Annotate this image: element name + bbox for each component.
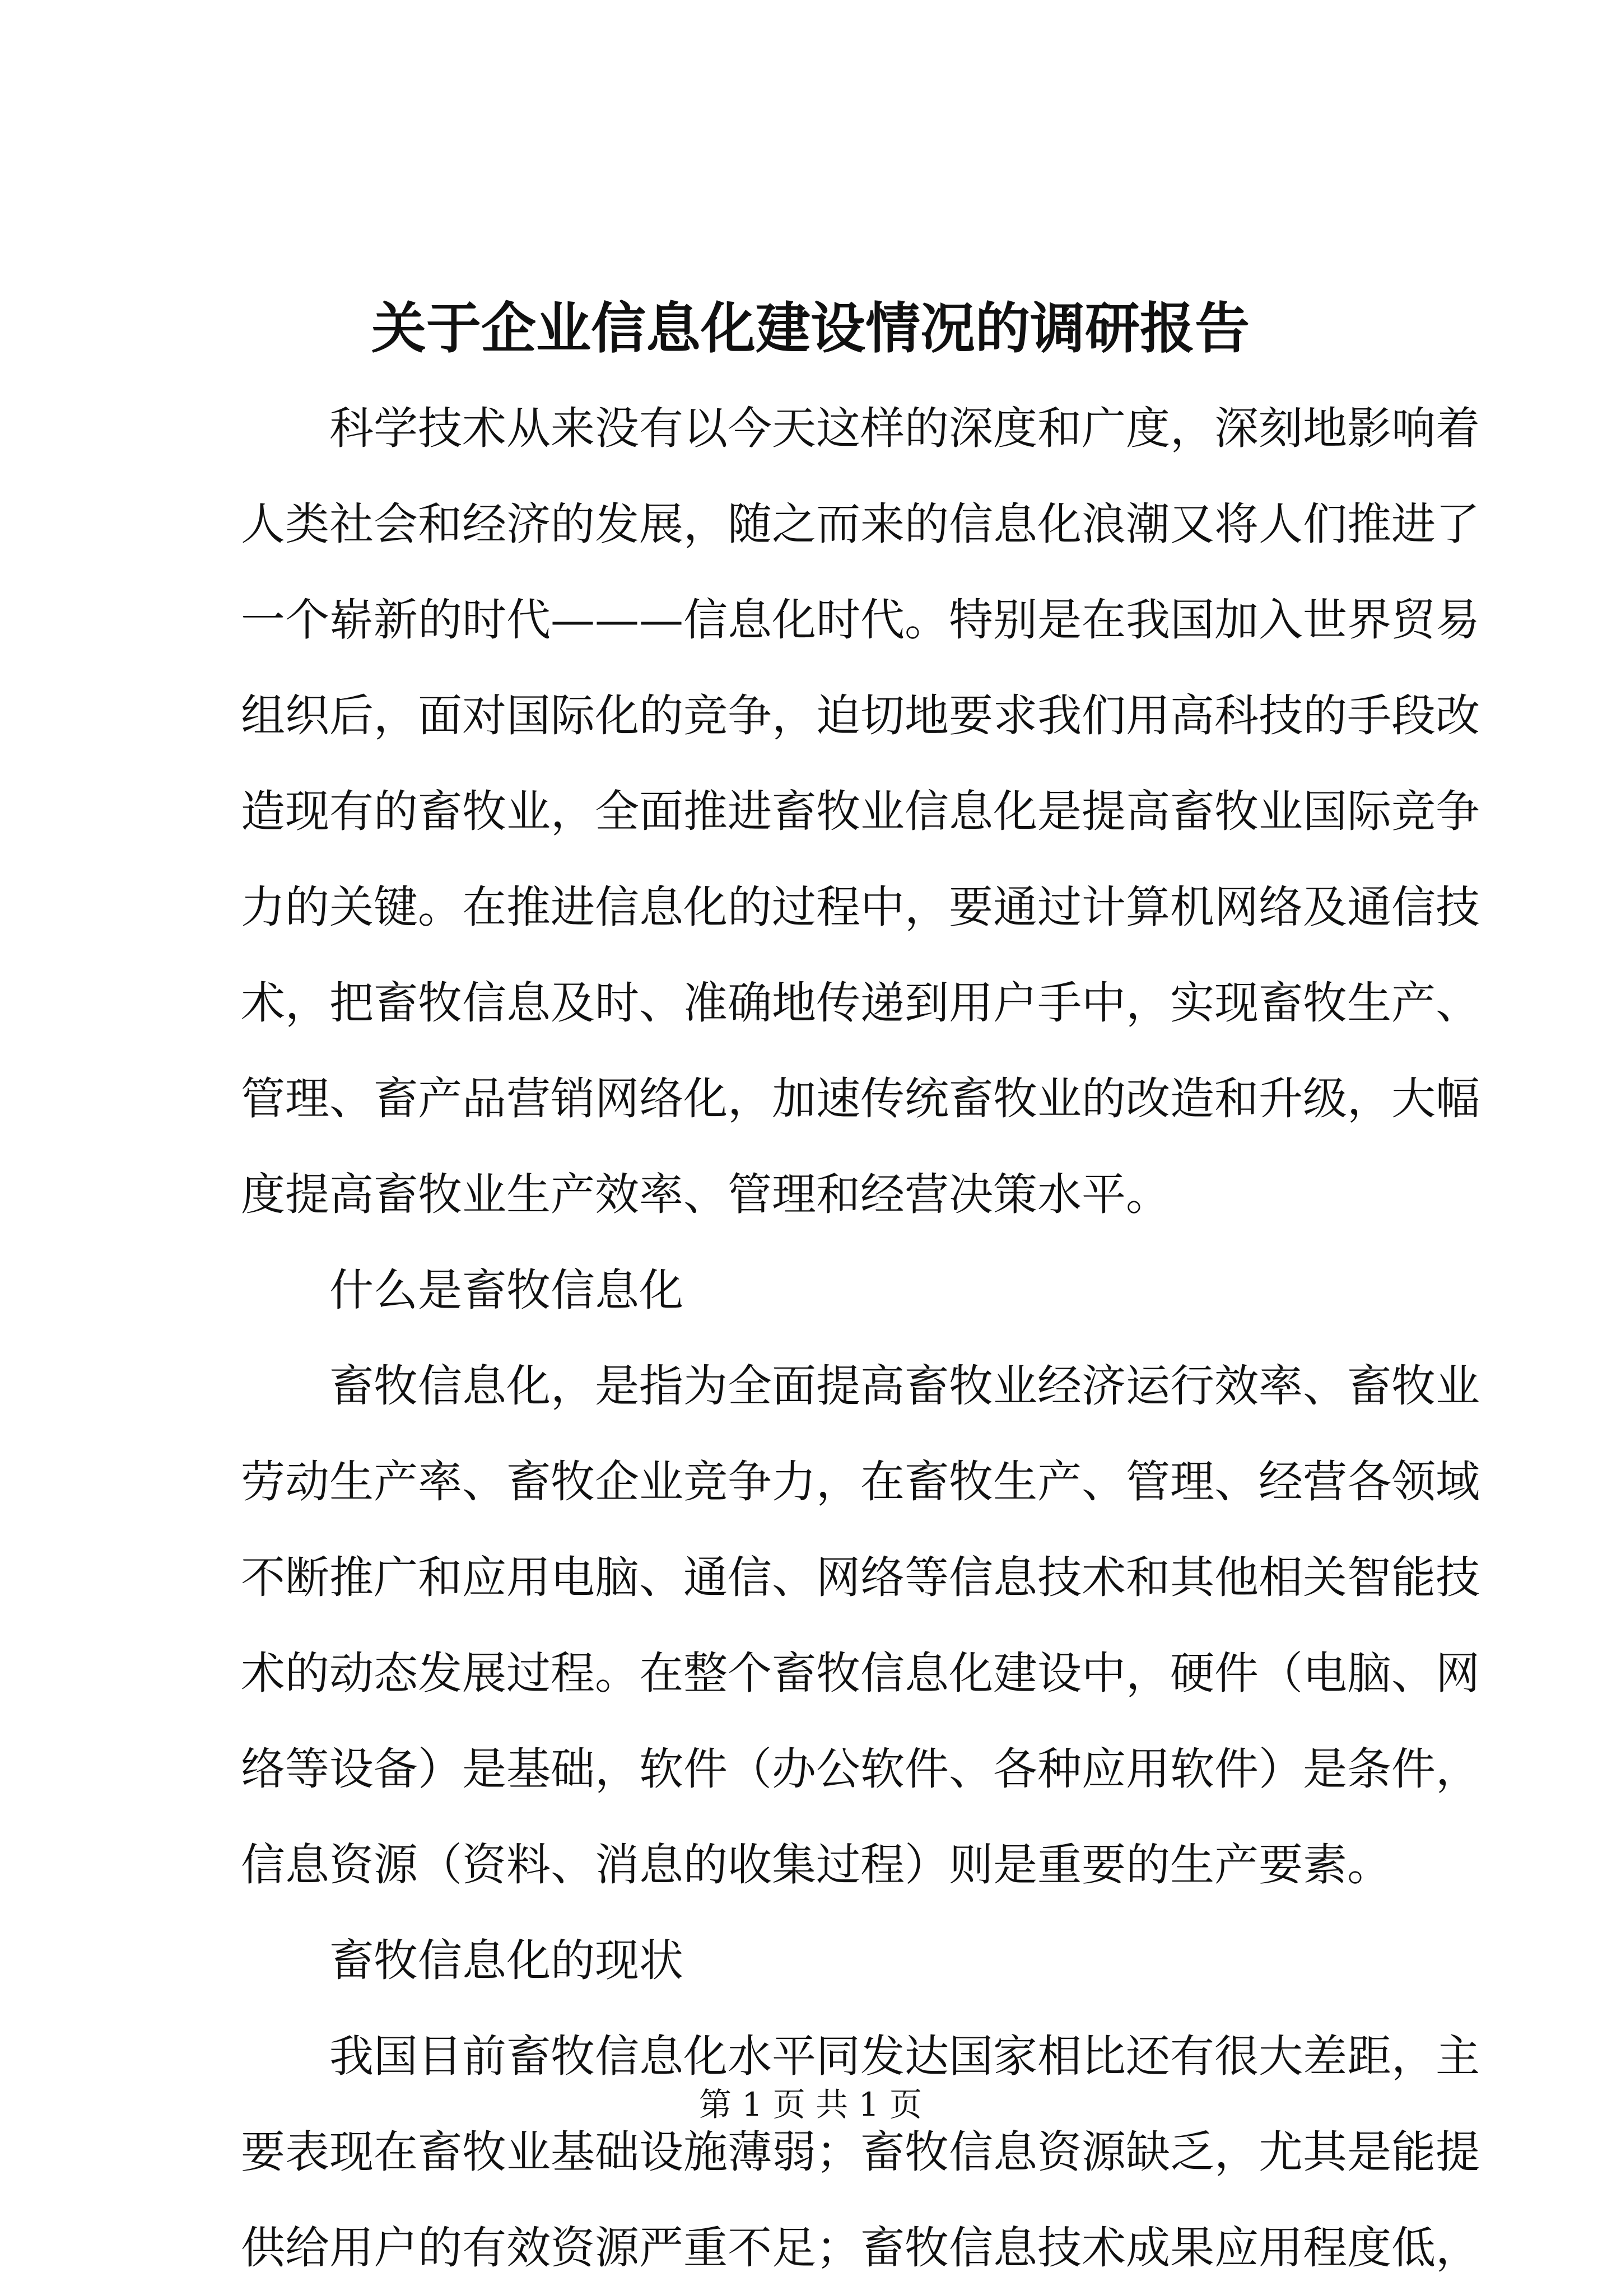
text-line: 不断推广和应用电脑、通信、网络等信息技术和其他相关智能技: [241, 1552, 1480, 1603]
text-line: 信息资源（资料、消息的收集过程）则是重要的生产要素。: [241, 1839, 1391, 1891]
document-title: 关于企业信息化建设情况的调研报告: [371, 296, 1250, 361]
text-line: 劳动生产率、畜牧企业竞争力，在畜牧生产、管理、经营各领域: [241, 1456, 1480, 1508]
page-footer: 第 1 页 共 1 页: [699, 2085, 922, 2124]
text-line: 造现有的畜牧业，全面推进畜牧业信息化是提高畜牧业国际竞争: [241, 786, 1480, 837]
text-line: 术，把畜牧信息及时、准确地传递到用户手中，实现畜牧生产、: [241, 977, 1480, 1029]
text-line: 科学技术从来没有以今天这样的深度和广度，深刻地影响着: [329, 403, 1480, 454]
document-body: [241, 381, 1480, 2296]
text-line: 一个崭新的时代———信息化时代。特别是在我国加入世界贸易: [241, 594, 1480, 646]
text-line: 术的动态发展过程。在整个畜牧信息化建设中，硬件（电脑、网: [241, 1648, 1480, 1699]
text-line: 络等设备）是基础，软件（办公软件、各种应用软件）是条件，: [241, 1743, 1480, 1795]
text-line: 管理、畜产品营销网络化，加速传统畜牧业的改造和升级，大幅: [241, 1073, 1480, 1124]
text-line: 我国目前畜牧信息化水平同发达国家相比还有很大差距，主: [329, 2031, 1480, 2082]
text-line: 畜牧信息化，是指为全面提高畜牧业经济运行效率、畜牧业: [329, 1360, 1480, 1412]
text-line: 供给用户的有效资源严重不足；畜牧信息技术成果应用程度低，: [241, 2222, 1480, 2274]
text-line: 人类社会和经济的发展，随之而来的信息化浪潮又将人们推进了: [241, 498, 1480, 550]
text-line: 要表现在畜牧业基础设施薄弱；畜牧信息资源缺乏，尤其是能提: [241, 2126, 1480, 2178]
text-line: 度提高畜牧业生产效率、管理和经营决策水平。: [241, 1169, 1170, 1220]
text-line: 力的关键。在推进信息化的过程中，要通过计算机网络及通信技: [241, 881, 1480, 933]
text-line: 组织后，面对国际化的竞争，迫切地要求我们用高科技的手段改: [241, 690, 1480, 741]
text-line: 什么是畜牧信息化: [329, 1264, 683, 1316]
text-line: 畜牧信息化的现状: [329, 1935, 683, 1986]
